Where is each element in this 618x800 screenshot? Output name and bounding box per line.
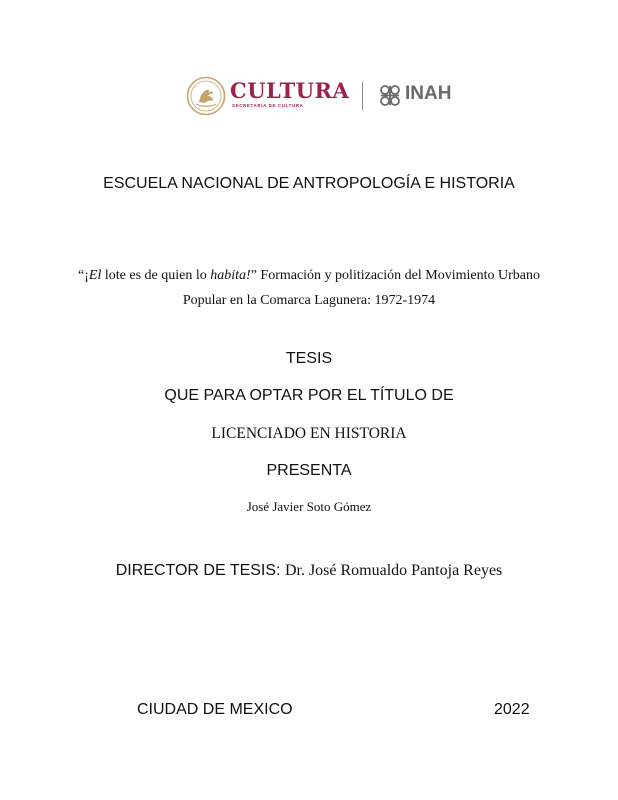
year: 2022 xyxy=(494,701,530,718)
city: CIUDAD DE MEXICO xyxy=(137,701,293,718)
institution-logos xyxy=(0,74,618,118)
inah-emblem-icon xyxy=(376,83,406,109)
cultura-logo-text: CULTURA xyxy=(230,78,350,103)
director-label: DIRECTOR DE TESIS: xyxy=(115,562,281,579)
tesis-heading: TESIS xyxy=(285,350,333,367)
mexico-seal-icon xyxy=(186,76,226,116)
degree-intro: QUE PARA OPTAR POR EL TÍTULO DE xyxy=(164,387,454,404)
cultura-logo-subtitle: SECRETARÍA DE CULTURA xyxy=(232,103,304,108)
degree-title: LICENCIADO EN HISTORIA xyxy=(211,425,407,442)
thesis-title-line-1: “¡El lote es de quien lo habita!” Formación y politización del Movimiento Urbano xyxy=(78,268,540,283)
school-name: ESCUELA NACIONAL DE ANTROPOLOGÍA E HISTORIA xyxy=(103,175,515,192)
author-name: José Javier Soto Gómez xyxy=(246,499,372,514)
thesis-title-line-2: Popular en la Comarca Lagunera: 1972-1974 xyxy=(182,293,436,308)
presenta-heading: PRESENTA xyxy=(266,462,352,479)
director-name: Dr. José Romualdo Pantoja Reyes xyxy=(284,562,503,579)
inah-logo-text: INAH xyxy=(405,83,452,104)
thesis-director xyxy=(0,562,618,580)
logo-divider xyxy=(362,82,363,110)
